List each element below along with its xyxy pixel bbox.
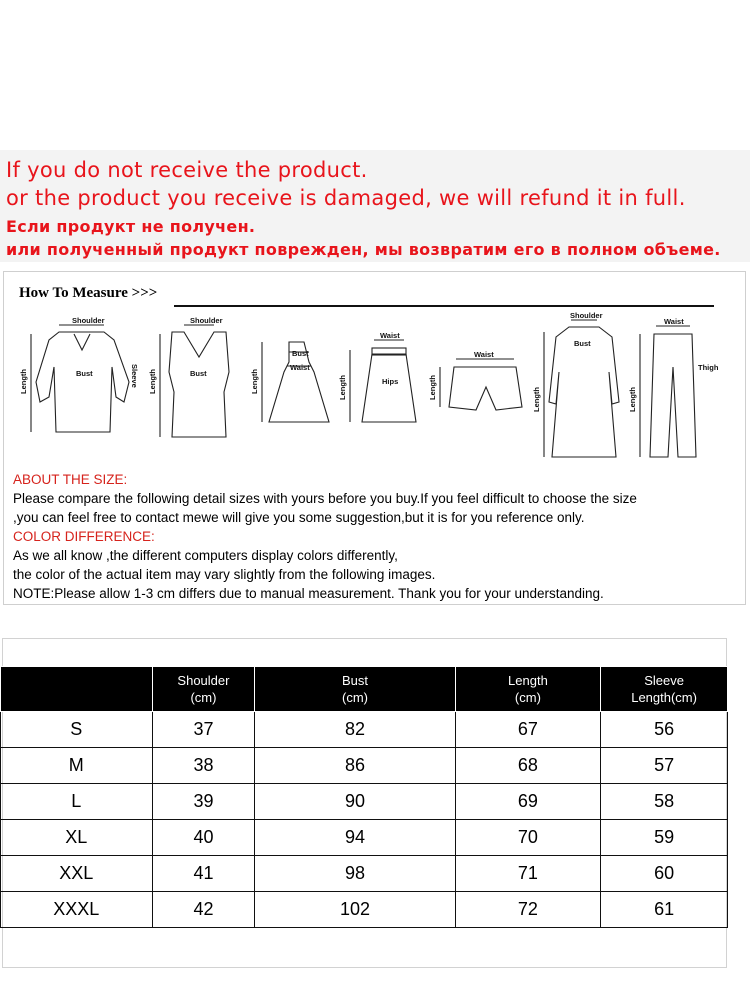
skirt-hips-label: Hips [382, 377, 399, 386]
length-cell: 67 [455, 712, 601, 748]
refund-notice [0, 150, 750, 262]
color-text-1: As we all know ,the different computers display colors differently, [13, 548, 398, 563]
shoulder-cell: 37 [152, 712, 255, 748]
notice-line-1: If you do not receive the product. [6, 158, 368, 182]
header-sleeve [601, 667, 728, 712]
bust-cell: 90 [255, 784, 455, 820]
size-info-text [13, 470, 738, 603]
header-bust-unit: (cm) [341, 690, 368, 705]
notice-line-2: or the product you receive is damaged, we will refund it in full. [6, 186, 686, 210]
sleeve-cell: 56 [601, 712, 728, 748]
bust-cell: 94 [255, 820, 455, 856]
how-to-measure-title: How To Measure >>> [19, 285, 158, 301]
length-cell: 69 [455, 784, 601, 820]
dress-length-label: Length [250, 369, 259, 394]
header-shoulder-unit: (cm) [190, 690, 217, 705]
shoulder-cell: 40 [152, 820, 255, 856]
header-shoulder-title: Shoulder [177, 673, 230, 688]
table-row [1, 748, 728, 784]
header-sleeve-unit: Length(cm) [631, 690, 697, 705]
notice-line-3: Если продукт не получен. [6, 217, 256, 236]
sleeve-cell: 57 [601, 748, 728, 784]
length-cell: 72 [455, 892, 601, 928]
dress-bust-label: Bust [292, 349, 309, 358]
bust-cell: 102 [255, 892, 455, 928]
shoulder-cell: 38 [152, 748, 255, 784]
blouse-figure [31, 325, 129, 432]
size-cell: XL [1, 820, 153, 856]
table-row [1, 892, 728, 928]
shoulder-cell: 42 [152, 892, 255, 928]
tank-top-figure [160, 325, 229, 437]
header-size [1, 667, 153, 712]
skirt-waist-label: Waist [380, 331, 400, 340]
skirt-length-label: Length [338, 375, 347, 400]
about-size-heading: ABOUT THE SIZE: [13, 472, 128, 487]
pants-waist-label: Waist [664, 317, 684, 326]
about-size-text-2: ,you can feel free to contact mewe will give you some suggestion,but it is for you reference only. [13, 510, 585, 525]
bust-cell: 82 [255, 712, 455, 748]
blouse-length-label: Length [19, 369, 28, 394]
about-size-text-1: Please compare the following detail sizes with yours before you buy.If you feel difficult to choose the size [13, 491, 637, 506]
title-divider [174, 305, 714, 307]
length-cell: 68 [455, 748, 601, 784]
coat-bust-label: Bust [574, 339, 591, 348]
color-text-2: the color of the actual item may vary slightly from the following images. [13, 567, 436, 582]
header-bust [255, 667, 455, 712]
blouse-sleeve-label: Sleeve [130, 364, 139, 388]
blouse-shoulder-label: Shoulder [72, 316, 105, 325]
bust-cell: 86 [255, 748, 455, 784]
measurement-figures [4, 312, 747, 462]
size-cell: XXXL [1, 892, 153, 928]
coat-shoulder-label: Shoulder [570, 312, 603, 320]
header-bust-title: Bust [341, 673, 368, 688]
table-row [1, 712, 728, 748]
notice-line-4: или полученный продукт поврежден, мы возвратим его в полном объеме. [6, 240, 721, 259]
header-length [455, 667, 601, 712]
size-chart-table [0, 666, 728, 928]
table-row [1, 856, 728, 892]
header-shoulder [152, 667, 255, 712]
sleeve-cell: 58 [601, 784, 728, 820]
size-table-header-row [1, 667, 728, 712]
length-cell: 70 [455, 820, 601, 856]
sleeve-cell: 59 [601, 820, 728, 856]
table-row [1, 820, 728, 856]
header-sleeve-title: Sleeve [644, 673, 684, 688]
dress-waist-label: Waist [290, 363, 310, 372]
sleeve-cell: 60 [601, 856, 728, 892]
length-cell: 71 [455, 856, 601, 892]
coat-length-label: Length [532, 387, 541, 412]
size-cell: M [1, 748, 153, 784]
measurement-note: NOTE:Please allow 1-3 cm differs due to manual measurement. Thank you for your understanding. [13, 586, 604, 601]
tank-shoulder-label: Shoulder [190, 316, 223, 325]
size-cell: S [1, 712, 153, 748]
how-to-measure-panel [3, 271, 746, 605]
header-length-title: Length [508, 673, 548, 688]
color-difference-heading: COLOR DIFFERENCE: [13, 529, 155, 544]
shorts-waist-label: Waist [474, 350, 494, 359]
shorts-length-label: Length [428, 375, 437, 400]
blouse-bust-label: Bust [76, 369, 93, 378]
table-row [1, 784, 728, 820]
shoulder-cell: 39 [152, 784, 255, 820]
pants-thigh-label: Thigh [698, 363, 719, 372]
bust-cell: 98 [255, 856, 455, 892]
pants-length-label: Length [628, 387, 637, 412]
shoulder-cell: 41 [152, 856, 255, 892]
header-length-unit: (cm) [514, 690, 541, 705]
size-cell: L [1, 784, 153, 820]
sleeve-cell: 61 [601, 892, 728, 928]
tank-bust-label: Bust [190, 369, 207, 378]
pants-figure [640, 326, 696, 457]
size-cell: XXL [1, 856, 153, 892]
shorts-figure [440, 359, 522, 410]
tank-length-label: Length [148, 369, 157, 394]
